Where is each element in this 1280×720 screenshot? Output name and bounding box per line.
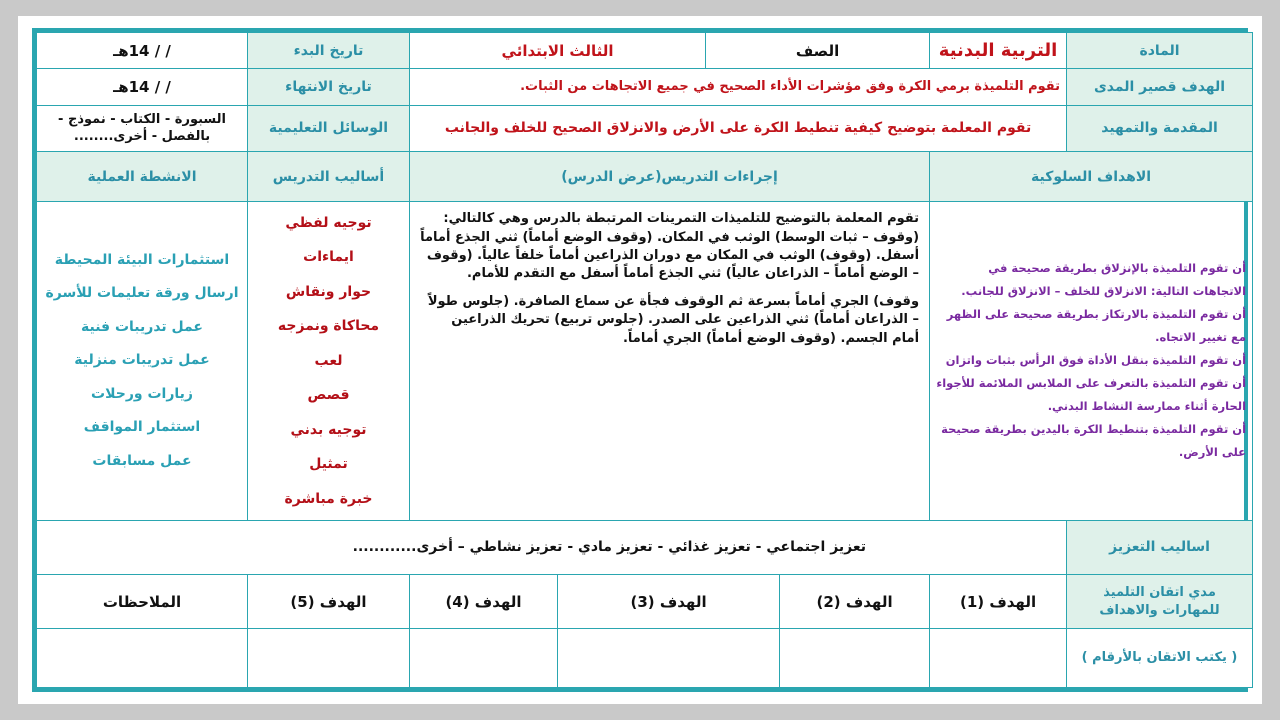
grade-label: الصف bbox=[706, 33, 930, 69]
subject-value: التربية البدنية bbox=[930, 33, 1067, 69]
methods-header: أساليب التدريس bbox=[248, 151, 410, 201]
method-item: محاكاة ونمزجه bbox=[277, 318, 380, 335]
procedures-header: إجراءات التدريس(عرض الدرس) bbox=[410, 151, 930, 201]
method-item: حوار ونقاش bbox=[285, 283, 372, 300]
mastery-goal-5: الهدف (5) bbox=[248, 575, 410, 629]
goal-value: تقوم التلميذة برمي الكرة وفق مؤشرات الأداء الصحيح في جميع الاتجاهات من الثبات. bbox=[410, 69, 1067, 105]
mastery-note: ( يكتب الاتقان بالأرقام ) bbox=[1067, 629, 1253, 688]
activity-item: زيارات ورحلات bbox=[91, 385, 193, 402]
method-item: توجيه لفظي bbox=[285, 214, 372, 231]
method-item: تمثيل bbox=[309, 456, 348, 473]
activity-item: عمل تدريبات منزلية bbox=[74, 352, 210, 369]
objective-item: أن تقوم التلميذة بالإنزلاق بطريقة صحيحة في الاتجاهات التالية: الانزلاق للخلف – الانزلاق للجانب. bbox=[961, 261, 1247, 299]
method-item: ايماءات bbox=[303, 249, 354, 266]
reinforcement-value: تعزيز اجتماعي - تعزيز غذائي - تعزيز مادي - تعزيز نشاطي – أخرى............ bbox=[37, 520, 1067, 574]
intro-value: تقوم المعلمة بتوضيح كيفية تنطيط الكرة على الأرض والانزلاق الصحيح للخلف والجانب bbox=[410, 105, 1067, 151]
mastery-entry-3[interactable] bbox=[558, 629, 780, 688]
notes-label: الملاحظات bbox=[37, 575, 248, 629]
method-item: توجيه بدني bbox=[290, 421, 367, 438]
activity-item: ارسال ورقة تعليمات للأسرة bbox=[45, 285, 239, 302]
objective-item: أن تقوم التلميذة بالارتكاز بطريقة صحيحة على الظهر مع تغيير الاتجاه. bbox=[946, 307, 1247, 345]
aids-value: السبورة - الكتاب - نموذج - بالفصل - أخرى........ bbox=[37, 105, 248, 151]
method-item: قصص bbox=[307, 387, 350, 404]
mastery-goal-3: الهدف (3) bbox=[558, 575, 780, 629]
aids-label: الوسائل التعليمية bbox=[248, 105, 410, 151]
reinforcement-label: اساليب التعزيز bbox=[1067, 520, 1253, 574]
mastery-entry-2[interactable] bbox=[780, 629, 930, 688]
activity-item: استثمار المواقف bbox=[83, 419, 201, 436]
objectives-cell bbox=[930, 202, 1253, 520]
lesson-plan-frame bbox=[32, 28, 1248, 692]
procedure-paragraph: تقوم المعلمة بالتوضيح للتلميذات التمرينات المرتبطة بالدرس وهي كالتالي: (وقوف – ثبات الوسط) الوثب في المكان. (وقوف الوضع أماماً) ثني الجذع أماماً أسفل. (وقوف) الوثب في المكان مع دوران الذراعين أماماً خلفاً عالياً. (وقوف – الوضع أماماً – الذراعان عالياً) ثني الجذع أماماً أسفل مع التقدم للأمام. bbox=[420, 211, 920, 281]
activity-item: استثمارات البيئة المحيطة bbox=[54, 251, 230, 268]
objective-item: أن تقوم التلميذة بنقل الأداة فوق الرأس بثبات واتزان bbox=[945, 353, 1247, 368]
methods-cell bbox=[248, 202, 410, 520]
mastery-entry-4[interactable] bbox=[410, 629, 558, 688]
activities-header: الانشطة العملية bbox=[37, 151, 248, 201]
mastery-entry-5[interactable] bbox=[248, 629, 410, 688]
activity-item: عمل تدريبات فنية bbox=[81, 318, 203, 335]
method-item: لعب bbox=[314, 352, 343, 369]
subject-label: المادة bbox=[1067, 33, 1253, 69]
lesson-plan-table bbox=[36, 32, 1253, 688]
procedures-cell bbox=[410, 202, 930, 520]
mastery-goal-2: الهدف (2) bbox=[780, 575, 930, 629]
method-item: خبرة مباشرة bbox=[284, 490, 373, 507]
objective-item: أن تقوم التلميذة بتنطيط الكرة باليدين بطريقة صحيحة على الأرض. bbox=[941, 422, 1247, 460]
grade-value: الثالث الابتدائي bbox=[410, 33, 706, 69]
end-date-label: تاريخ الانتهاء bbox=[248, 69, 410, 105]
mastery-label: مدي اتقان التلميذ للمهارات والاهداف bbox=[1067, 575, 1253, 629]
start-date-label: تاريخ البدء bbox=[248, 33, 410, 69]
objective-item: أن تقوم التلميذة بالتعرف على الملابس الملائمة للأجواء الحارة أثناء ممارسة النشاط البدني. bbox=[936, 376, 1247, 414]
activity-item: عمل مسابقات bbox=[92, 452, 192, 469]
procedure-paragraph: وقوف) الجري أماماً بسرعة ثم الوقوف فجأة عن سماع الصافرة. (جلوس طولاً – الذراعان أماماً) ثني الذراعين على الصدر. (جلوس تربيع) تحريك الذراعين أمام الجسم. (وقوف الوضع أماماً) الجري أماماً. bbox=[427, 294, 920, 346]
mastery-goal-1: الهدف (1) bbox=[930, 575, 1067, 629]
mastery-goal-4: الهدف (4) bbox=[410, 575, 558, 629]
intro-label: المقدمة والتمهيد bbox=[1067, 105, 1253, 151]
activities-cell bbox=[37, 202, 248, 520]
objectives-header: الاهداف السلوكية bbox=[930, 151, 1253, 201]
end-date-value: / / 14هـ bbox=[37, 69, 248, 105]
notes-entry[interactable] bbox=[37, 629, 248, 688]
start-date-value: / / 14هـ bbox=[37, 33, 248, 69]
mastery-entry-1[interactable] bbox=[930, 629, 1067, 688]
page bbox=[18, 16, 1262, 704]
goal-label: الهدف قصير المدى bbox=[1067, 69, 1253, 105]
